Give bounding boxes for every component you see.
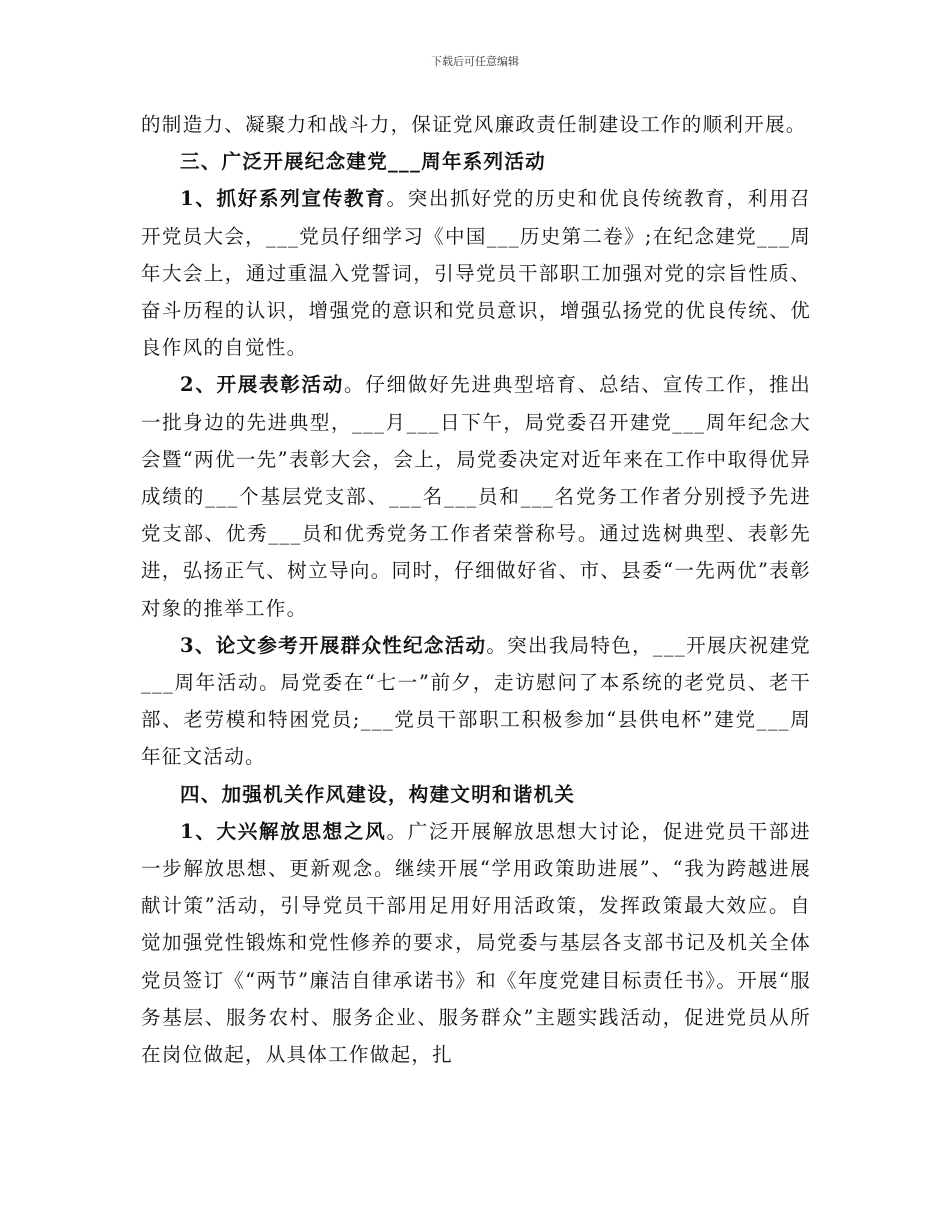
item-text-4: 。广泛开展解放思想大讨论，促进党员干部进一步解放思想、更新观念。继续开展“学用政策助进展”、“我为跨越进展献计策”活动，引导党员干部用足用好用活政策，发挥政策最大效应。自觉加强党性锻炼和党性修养的要求，局党委与基层各支部书记及机关全体党员签订《“两节”廉洁自律承诺书》和《年度党建目标责任书》。开展“服务基层、服务农村、服务企业、服务群众”主题实践活动，促进党员从所在岗位做起，从具体工作做起，扎: [141, 819, 811, 1067]
item-paragraph-3: [141, 627, 811, 776]
section-heading-3: 三、广泛开展纪念建党___周年系列活动: [180, 150, 546, 174]
item-text-3: 。突出我局特色，___开展庆祝建党___周年活动。局党委在“七一”前夕，走访慰问了本系统的老党员、老干部、老劳模和特困党员;___党员干部职工积极参加“县供电杯”建党___周年征文活动。: [141, 633, 811, 769]
item-paragraph-4: [141, 813, 811, 1073]
item-text-2: 。仔细做好先进典型培育、总结、宣传工作，推出一批身边的先进典型，___月___日下午，局党委召开建党___周年纪念大会暨“两优一先”表彰大会，会上，局党委决定对近年来在工作中取得优异成绩的___个基层党支部、___名___员和___名党务工作者分别授予先进党支部、优秀___员和优秀党务工作者荣誉称号。通过选树典型、表彰先进，弘扬正气、树立导向。同时，仔细做好省、市、县委“一先两优”表彰对象的推举工作。: [141, 373, 812, 620]
paragraph-continuation: 的制造力、凝聚力和战斗力，保证党风廉政责任制建设工作的顺利开展。: [141, 113, 807, 136]
item-lead-4: 1、大兴解放思想之风: [180, 819, 387, 843]
item-paragraph-1: [141, 180, 811, 366]
item-lead-2: 2、开展表彰活动: [180, 373, 345, 397]
section-heading-4: 四、加强机关作风建设，构建文明和谐机关: [180, 782, 576, 806]
document-body: [141, 106, 811, 1073]
page-header-note: 下载后可任意编辑: [431, 55, 519, 68]
item-lead-3: 3、论文参考开展群众性纪念活动: [180, 633, 487, 657]
item-lead-1: 1、抓好系列宣传教育: [180, 187, 387, 211]
item-text-1: 。突出抓好党的历史和优良传统教育，利用召开党员大会，___党员仔细学习《中国___历史第二卷》;在纪念建党___周年大会上，通过重温入党誓词，引导党员干部职工加强对党的宗旨性质、奋斗历程的认识，增强党的意识和党员意识，增强弘扬党的优良传统、优良作风的自觉性。: [141, 187, 811, 360]
item-paragraph-2: [141, 366, 811, 626]
